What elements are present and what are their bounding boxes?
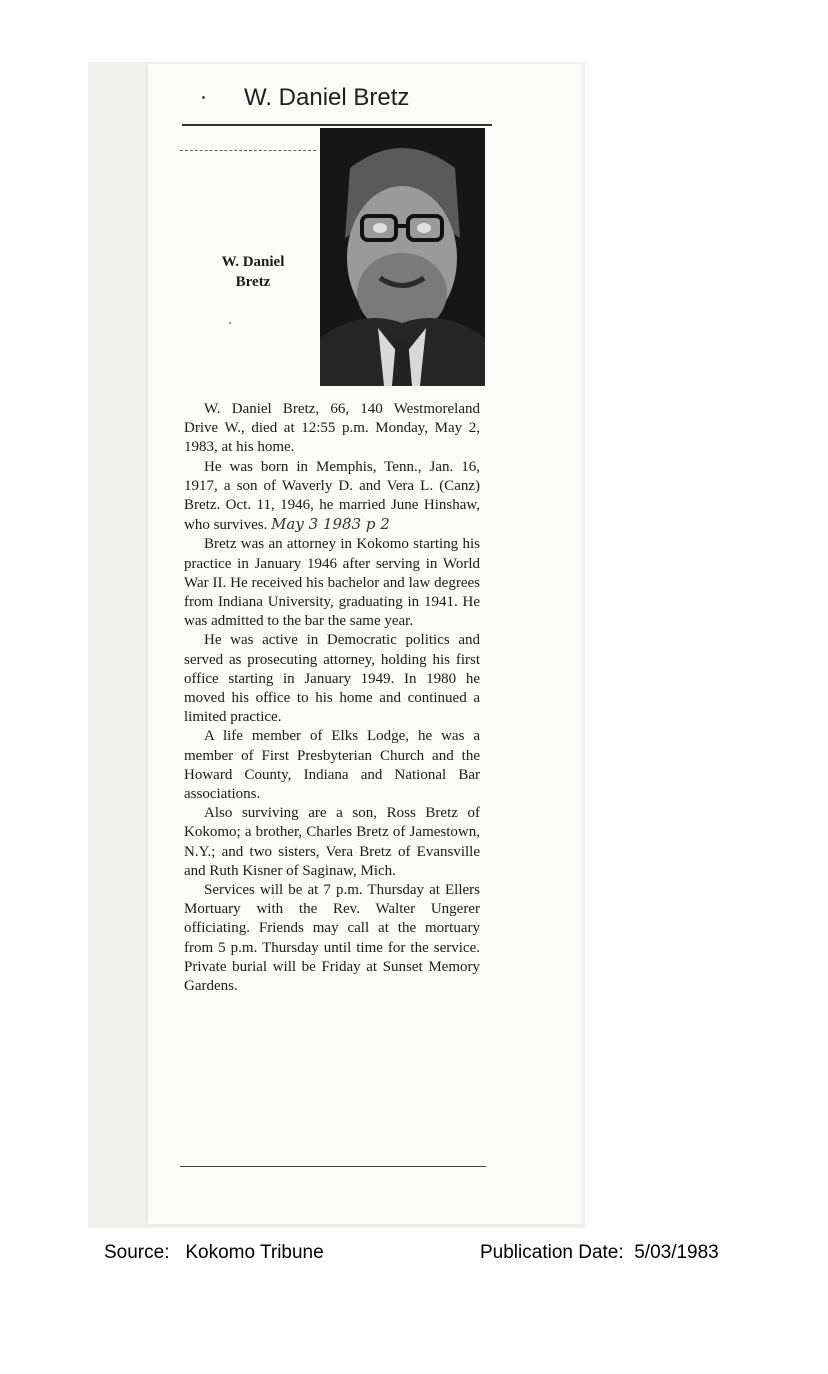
paragraph: Also surviving are a son, Ross Bretz of Kokomo; a brother, Charles Bretz of Jamestown, N.Y.; and two sisters, Vera Bretz of Evansville and Ruth Kisner of Saginaw, Mich. xyxy=(184,805,480,879)
paragraph: A life member of Elks Lodge, he was a member of First Presbyterian Church and the Howard County, Indiana and National Bar associations. xyxy=(184,728,480,803)
paragraph-text: He was born in Memphis, Tenn., Jan. 16, 1917, a son of Waverly D. and Vera L. (Canz) Bretz. Oct. 11, 1946, he married June Hinshaw, who survives. xyxy=(184,458,480,534)
date-value: 5/03/1983 xyxy=(634,1242,719,1263)
photo-caption-line: Bretz xyxy=(235,274,271,290)
date-label: Publication Date: xyxy=(480,1242,624,1263)
obituary-headline: W. Daniel Bretz xyxy=(244,84,410,111)
headline-rule xyxy=(182,124,492,126)
paragraph xyxy=(184,458,480,536)
paragraph: Bretz was an attorney in Kokomo starting his practice in January 1946 after serving in World War II. He received his bachelor and law degrees from Indiana University, graduating in 1941. He was admitted to the bar the same year. xyxy=(184,536,480,630)
scan-speck xyxy=(202,96,205,99)
scan-speck xyxy=(229,322,231,324)
source-line xyxy=(104,1242,324,1264)
publication-date-line xyxy=(480,1242,719,1264)
source-value: Kokomo Tribune xyxy=(185,1242,324,1263)
portrait-photo xyxy=(320,128,485,386)
caption-rule xyxy=(180,150,316,151)
paragraph: He was active in Democratic politics and served as prosecuting attorney, holding his first office starting in January 1949. In 1980 he moved his office to his home and continued a limited practice. xyxy=(184,632,480,726)
handwritten-note: May 3 1983 p 2 xyxy=(271,515,390,534)
bottom-rule xyxy=(180,1166,486,1167)
photo-caption-line: W. Daniel xyxy=(221,254,285,270)
source-label: Source: xyxy=(104,1242,170,1263)
paragraph: W. Daniel Bretz, 66, 140 Westmoreland Drive W., died at 12:55 p.m. Monday, May 2, 1983, at his home. xyxy=(184,401,480,456)
obituary-body xyxy=(184,400,480,996)
paragraph: Services will be at 7 p.m. Thursday at Ellers Mortuary with the Rev. Walter Ungerer officiating. Friends may call at the mortuary from 5 p.m. Thursday until time for the service. Private burial will be Friday at Sunset Memory Gardens. xyxy=(184,882,480,995)
portrait-image xyxy=(320,128,485,386)
photo-caption xyxy=(198,252,308,292)
